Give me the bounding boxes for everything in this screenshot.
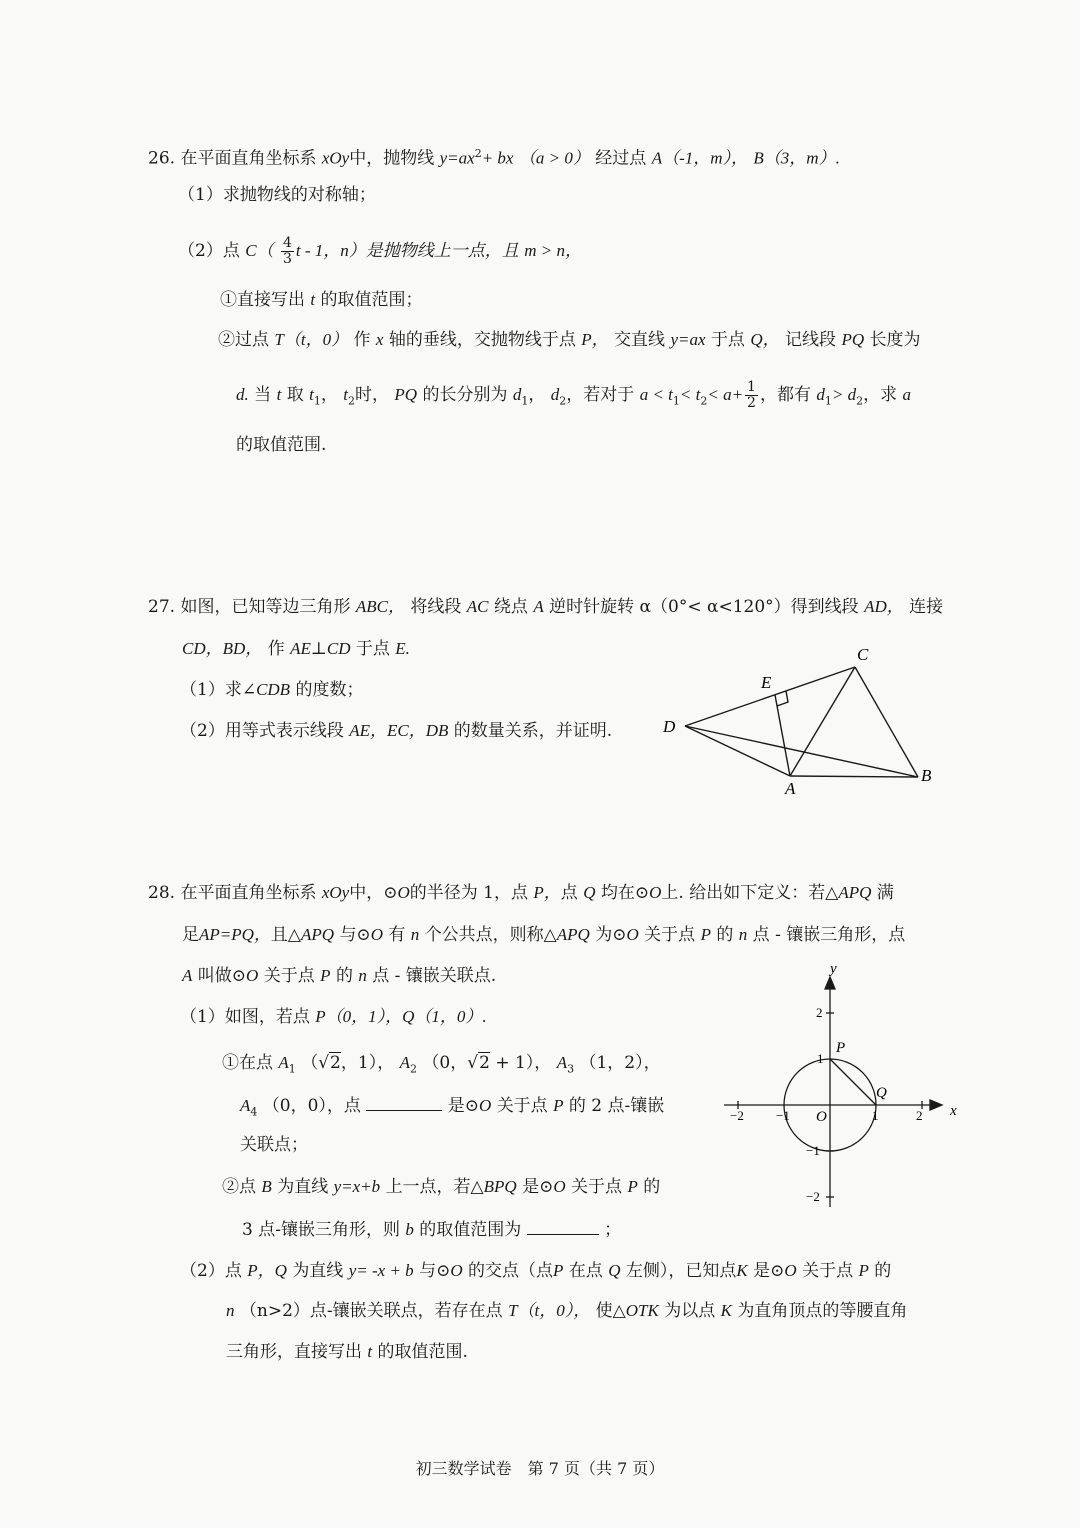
- text: 中，⊙: [349, 883, 398, 903]
- math: t: [310, 290, 316, 309]
- math: P，: [581, 330, 609, 349]
- q27-line1: [148, 596, 943, 618]
- text: 为直线: [292, 1261, 344, 1281]
- label-Q: Q: [876, 1085, 887, 1101]
- text: （: [301, 1053, 319, 1073]
- label-B: B: [921, 766, 932, 785]
- sqrt-radicand: 2: [330, 1053, 341, 1073]
- text: 的: [874, 1261, 892, 1281]
- text: 的数量关系，并证明.: [453, 721, 613, 741]
- text: 与⊙: [339, 925, 371, 945]
- text: 的: [716, 925, 734, 945]
- math: O: [649, 883, 662, 902]
- q28-part2-line1: [180, 1260, 891, 1282]
- label-P: P: [836, 1040, 846, 1056]
- x-axis-arrow: [930, 1100, 942, 1110]
- text: 满: [876, 883, 894, 903]
- text: ②点: [222, 1177, 256, 1197]
- text: （1）如图，若点: [180, 1007, 310, 1027]
- math: P: [553, 1261, 564, 1280]
- math: K: [720, 1301, 732, 1320]
- tick-label-y-1: 1: [817, 1051, 824, 1066]
- q28-part2-line3: [226, 1341, 468, 1363]
- math: PQ: [394, 385, 418, 404]
- segment-CB: [855, 667, 918, 777]
- q26-part1: （1）求抛物线的对称轴；: [178, 185, 376, 205]
- tick-label-x-2: 2: [916, 1108, 923, 1123]
- math: t: [343, 385, 348, 404]
- label-O: O: [816, 1109, 827, 1125]
- subscript: 3: [567, 1062, 575, 1076]
- q26-line1: [148, 143, 840, 170]
- text: 逆时针旋转 α（0°< α<120°）得到线段: [549, 597, 859, 617]
- math: Q: [608, 1261, 621, 1280]
- math: CD，BD，: [182, 639, 263, 658]
- axis-label-x: x: [950, 1103, 957, 1119]
- text: 的交点（点: [468, 1261, 554, 1281]
- math: y=ax: [670, 330, 706, 349]
- math: AD，: [864, 597, 904, 616]
- math: a: [902, 385, 912, 404]
- segment-CA: [790, 667, 855, 776]
- subscript: 2: [410, 1062, 417, 1076]
- math: O: [450, 1261, 463, 1280]
- math: P，Q: [247, 1261, 287, 1280]
- q28-line2: [182, 924, 905, 946]
- text: 绕点: [493, 597, 528, 617]
- math: d: [550, 385, 560, 404]
- text: 在平面直角坐标系: [180, 883, 317, 903]
- text: ，1），: [340, 1053, 395, 1073]
- math: y=ax: [439, 148, 475, 168]
- tick-label-x-1: 1: [872, 1108, 879, 1123]
- math: m > n，: [524, 241, 582, 260]
- q27-line2: [182, 638, 410, 660]
- math: APQ: [556, 925, 590, 944]
- text: （1，2），: [579, 1053, 661, 1073]
- text: 左侧），已知点: [625, 1261, 737, 1281]
- math: AC: [466, 597, 489, 616]
- segment-AB: [790, 776, 918, 777]
- text: 上. 给出如下定义：若△: [661, 883, 839, 903]
- math: T（t，0）: [274, 330, 349, 349]
- text: + 1），: [495, 1053, 552, 1073]
- math: xOy: [321, 883, 350, 902]
- text: 如图，已知等边三角形: [180, 597, 351, 617]
- text: 3 点-镶嵌三角形，则: [242, 1220, 400, 1240]
- fraction: [281, 236, 294, 267]
- math: Q: [583, 883, 596, 902]
- denominator: 3: [282, 251, 292, 267]
- q26-part2: [178, 236, 582, 267]
- q28-line3: [182, 965, 496, 987]
- text: 叫做⊙: [197, 966, 247, 986]
- math: PQ: [841, 330, 865, 349]
- math: > d: [831, 385, 857, 404]
- question-number: 27.: [148, 597, 176, 617]
- math: A: [240, 1096, 251, 1115]
- text: 于点: [710, 330, 745, 350]
- text: 关于点: [644, 925, 696, 945]
- tick-label-x-neg2: −2: [730, 1108, 744, 1123]
- math: A: [278, 1053, 289, 1072]
- math: ABC，: [355, 597, 405, 616]
- fraction: [745, 380, 758, 411]
- text: ；: [604, 1220, 622, 1240]
- math: OTK: [625, 1301, 659, 1320]
- text: 三角形，直接写出: [226, 1342, 362, 1362]
- math: n: [358, 966, 367, 985]
- math: A（-1，m），: [651, 148, 749, 168]
- math: O: [553, 1177, 566, 1196]
- text: 的度数；: [295, 680, 364, 700]
- subscript: 2: [700, 394, 708, 408]
- text: 作: [353, 330, 371, 350]
- math: A: [533, 597, 544, 616]
- answer-blank-2[interactable]: [527, 1218, 599, 1235]
- math: O: [626, 925, 639, 944]
- text: 中，抛物线: [349, 148, 435, 169]
- label-A: A: [785, 779, 796, 798]
- math: APQ: [300, 925, 335, 944]
- text: 轴的垂线，交抛物线于点: [388, 330, 576, 350]
- q27-part2: [180, 720, 612, 742]
- question-number: 28.: [148, 883, 176, 903]
- subscript: 1: [824, 394, 832, 408]
- subscript: 1: [288, 1062, 296, 1076]
- math: P: [858, 1261, 869, 1280]
- segment-DA: [685, 726, 790, 776]
- text: 点 - 镶嵌三角形，点: [752, 925, 906, 945]
- text: 关于点: [802, 1261, 854, 1281]
- subscript: 2: [559, 394, 567, 408]
- math: d: [816, 385, 825, 404]
- math: < t: [679, 385, 701, 404]
- q28-line1: [148, 882, 894, 904]
- text: 的: [335, 966, 353, 986]
- label-C: C: [857, 645, 869, 664]
- text: 的: [643, 1177, 661, 1197]
- text: 时，: [354, 385, 389, 405]
- page-footer: 初三数学试卷 第 7 页（共 7 页）: [415, 1459, 665, 1478]
- text: （2）点: [180, 1261, 242, 1281]
- math: n: [226, 1301, 235, 1320]
- text: 的 2 点-镶嵌: [568, 1096, 665, 1116]
- text: 使△: [595, 1301, 626, 1321]
- q28-item1-line2: [240, 1094, 664, 1123]
- text: 足: [182, 925, 199, 945]
- math: O: [246, 966, 259, 985]
- math: O: [397, 883, 410, 902]
- math: C（: [245, 241, 274, 260]
- tick-label-x-neg1: −1: [776, 1108, 790, 1123]
- subscript: 1: [672, 394, 680, 408]
- text: ，: [528, 385, 546, 405]
- q26-sub1: [220, 289, 423, 311]
- math: a < t: [639, 385, 673, 404]
- text: 当: [254, 385, 272, 405]
- math: P: [627, 1177, 638, 1196]
- text: ②过点: [218, 330, 269, 350]
- subscript: 1: [313, 394, 321, 408]
- segment-AE: [775, 695, 790, 776]
- math: B: [261, 1177, 272, 1196]
- text: 且△: [270, 925, 301, 945]
- q28-item1-line3: 关联点；: [240, 1135, 308, 1155]
- q26-sub2: [218, 329, 921, 351]
- text: 在平面直角坐标系: [180, 148, 317, 169]
- q28-part1: [180, 1006, 487, 1028]
- answer-blank-1[interactable]: [366, 1094, 442, 1111]
- text: 取: [286, 385, 304, 405]
- q28-figure: [720, 955, 970, 1215]
- math: P: [553, 1096, 564, 1115]
- subscript: 4: [250, 1105, 258, 1119]
- label-D: D: [663, 717, 676, 736]
- text: 将线段: [410, 597, 462, 617]
- sqrt-radicand: 2: [479, 1053, 490, 1073]
- math: P（0，1），Q（1，0）.: [315, 1007, 487, 1026]
- math: xOy: [321, 148, 350, 168]
- text: 在点: [568, 1261, 603, 1281]
- q27-part1: [180, 679, 363, 701]
- text: （2）点: [178, 241, 240, 261]
- math: A: [182, 966, 193, 985]
- text: ，求: [863, 385, 898, 405]
- math: Q，: [750, 330, 780, 349]
- math: T（t，0），: [508, 1301, 591, 1320]
- math: t: [276, 385, 282, 404]
- text: 于点: [355, 639, 390, 659]
- math: E.: [395, 639, 410, 658]
- q28-item1-line1: ①在点 $A_1$ （√2，1）， $A_2$ （0，√2 + 1）， $A_3$ （1，2），: [222, 1053, 661, 1076]
- text: 连接: [909, 597, 944, 617]
- q28-item2-line1: [222, 1176, 660, 1198]
- math: AE，EC，DB: [349, 721, 449, 740]
- math: CDB: [256, 680, 291, 699]
- tick-label-y-neg2: −2: [806, 1189, 820, 1204]
- text: 的取值范围；: [320, 290, 423, 310]
- math: y= -x + b: [348, 1261, 414, 1280]
- math-sup: 2: [474, 147, 482, 160]
- text: （0，: [422, 1053, 468, 1073]
- math: < a+: [707, 385, 744, 404]
- math: AP=PQ，: [199, 925, 271, 944]
- text: （1）求∠: [180, 680, 257, 700]
- math: x: [375, 330, 384, 349]
- math: （a > 0）: [518, 148, 590, 168]
- segment-DB: [685, 726, 918, 777]
- math: t: [309, 385, 314, 404]
- text: 点: [560, 883, 578, 903]
- text: 的取值范围.: [377, 1342, 468, 1362]
- text: 为⊙: [595, 925, 627, 945]
- text: 关于点: [496, 1096, 548, 1116]
- text: 长度为: [869, 330, 921, 350]
- math: AE⊥CD: [290, 639, 351, 658]
- tick-label-y-2: 2: [816, 1005, 823, 1020]
- math: A: [399, 1053, 410, 1072]
- numerator: 4: [282, 235, 292, 251]
- math: d.: [236, 385, 249, 404]
- math: O: [784, 1261, 797, 1280]
- text: 交直线: [614, 330, 666, 350]
- text: 的长分别为: [422, 385, 508, 405]
- math: P: [320, 966, 331, 985]
- text: ，都有: [759, 385, 811, 405]
- math: O: [479, 1096, 492, 1115]
- math: BPQ: [483, 1177, 517, 1196]
- text: 作: [267, 639, 285, 659]
- text: 经过点: [595, 148, 647, 169]
- math: b: [405, 1220, 414, 1239]
- text: 的半径为 1，点: [409, 883, 528, 903]
- math: t: [367, 1342, 373, 1361]
- math: P，: [533, 883, 561, 902]
- text: 是⊙: [753, 1261, 785, 1281]
- math: n: [738, 925, 748, 944]
- text: ，: [320, 385, 338, 405]
- math: APQ: [838, 883, 872, 902]
- math: B（3，m）.: [753, 148, 840, 168]
- q28-item2-line2: [242, 1218, 621, 1241]
- text: 是⊙: [447, 1096, 479, 1116]
- subscript: 2: [347, 394, 355, 408]
- math: n: [410, 925, 420, 944]
- text: 为直线: [277, 1177, 329, 1197]
- text: 为以点: [664, 1301, 716, 1321]
- text: 上一点，若△: [385, 1177, 484, 1197]
- q28-part2-line2: [226, 1300, 907, 1322]
- q26-sub2-cont: [236, 380, 911, 412]
- text: （2）用等式表示线段: [180, 721, 344, 741]
- text: ，若对于: [566, 385, 635, 405]
- text: 个公共点，则称△: [424, 925, 557, 945]
- numerator: 1: [747, 379, 756, 395]
- text: 有: [388, 925, 406, 945]
- text: 关于点: [263, 966, 315, 986]
- subscript: 1: [521, 394, 529, 408]
- axis-label-y: y: [830, 961, 837, 977]
- math: d: [512, 385, 522, 404]
- question-number: 26.: [148, 148, 176, 169]
- text: 关于点: [571, 1177, 623, 1197]
- q27-figure: [655, 640, 945, 800]
- math: t - 1，n）是抛物线上一点，且: [295, 241, 519, 260]
- text: 与⊙: [419, 1261, 451, 1281]
- label-E: E: [761, 673, 772, 692]
- text: 为直角顶点的等腰直角: [737, 1301, 908, 1321]
- math: + bx: [481, 148, 514, 168]
- math: y=x+b: [333, 1177, 381, 1196]
- subscript: 2: [856, 394, 864, 408]
- denominator: 2: [747, 395, 756, 411]
- q26-sub2-end: 的取值范围.: [236, 435, 327, 455]
- text: 均在⊙: [600, 883, 650, 903]
- math: O: [370, 925, 383, 944]
- y-axis-arrow: [825, 977, 835, 989]
- text: 记线段: [785, 330, 837, 350]
- text: ①在点: [222, 1053, 273, 1073]
- math: P: [700, 925, 711, 944]
- math: A: [556, 1053, 568, 1072]
- text: ①直接写出: [220, 290, 305, 310]
- text: 是⊙: [522, 1177, 554, 1197]
- math: K: [736, 1261, 748, 1280]
- text: 点 - 镶嵌关联点.: [372, 966, 497, 986]
- text: （0，0），点: [262, 1096, 361, 1116]
- text: （n>2）点-镶嵌关联点，若存在点: [239, 1301, 503, 1321]
- text: 的取值范围为: [419, 1220, 522, 1240]
- tick-label-y-neg1: −1: [806, 1143, 820, 1158]
